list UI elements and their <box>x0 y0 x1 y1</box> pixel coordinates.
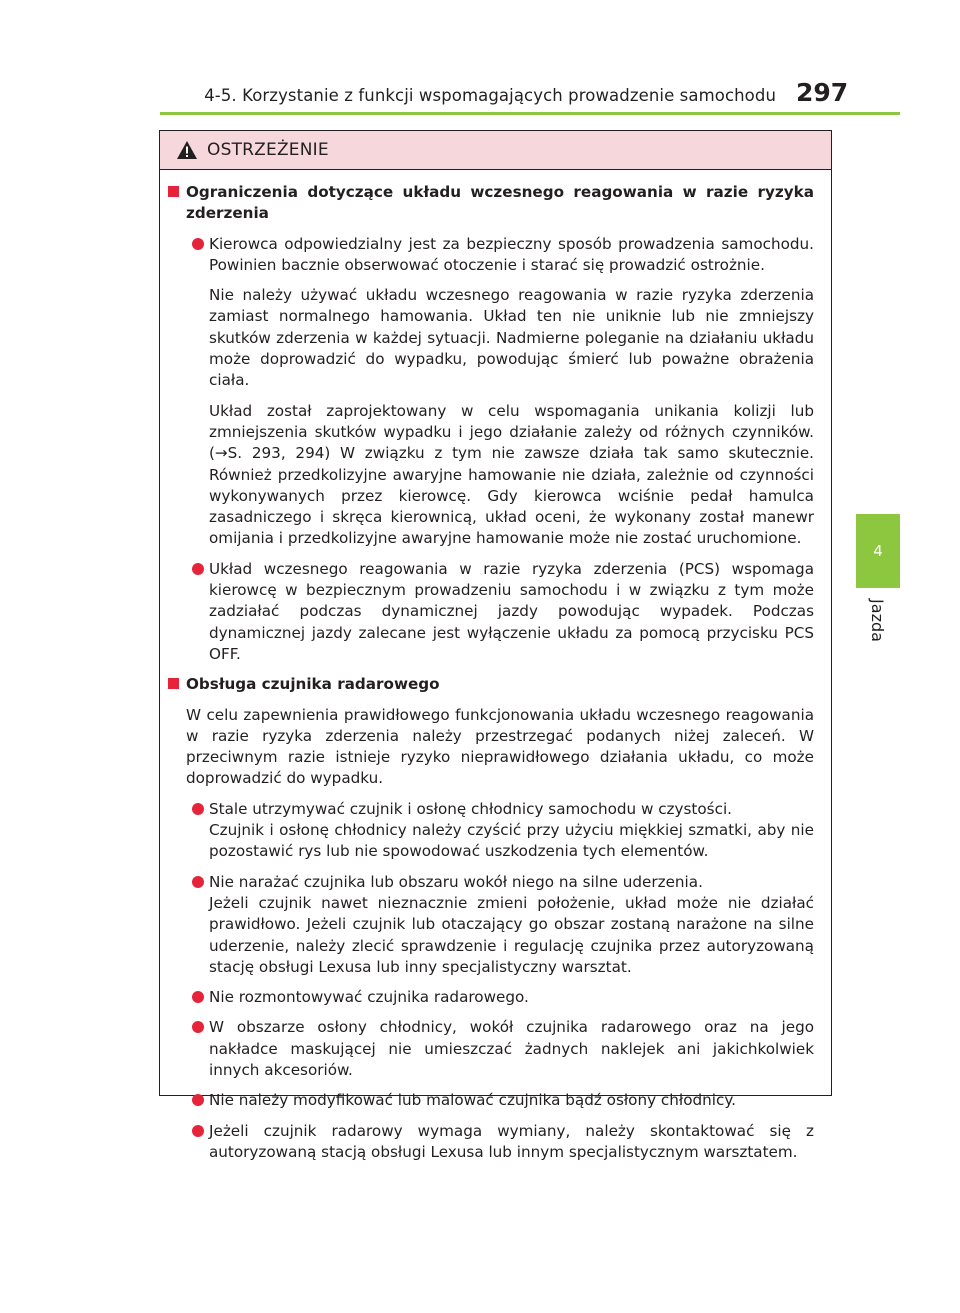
bullet-text: Jeżeli czujnik radarowy wymaga wymiany, należy skontaktować się z autoryzowaną stacją obsługi Lexusa lub innym specjalistycznym warsztatem. <box>209 1121 814 1161</box>
chapter-name-label: Jazda <box>867 598 887 642</box>
intro-text: W celu zapewnienia prawidłowego funkcjonowania układu wczesnego reagowania w razie ryzyka zderzenia należy przestrzegać podanych niżej zaleceń. W przeciwnym razie istnieje ryzyko nieprawidłowego działania układu, co może doprowadzić do wypadku. <box>186 705 814 788</box>
section-intro <box>168 705 814 790</box>
bullet-dot-icon <box>192 563 204 575</box>
section-heading-radar-sensor <box>168 674 814 695</box>
section-square-icon <box>168 186 179 197</box>
bullet-text: Układ wczesnego reagowania w razie ryzyka zderzenia (PCS) wspomaga kierowcę w bezpiecznym prowadzeniu samochodu i w związku z tym może zadziałać podczas dynamicznej jazdy powodując wypadek. Podczas dynamicznej jazdy zalecane jest wyłączenie układu za pomocą przycisku PCS OFF. <box>209 559 814 663</box>
bullet-dot-icon <box>192 1021 204 1033</box>
bullet-item <box>168 1017 814 1081</box>
warning-box <box>159 130 832 1161</box>
bullet-item <box>168 987 814 1008</box>
bullet-text: Czujnik i osłonę chłodnicy należy czyścić przy użyciu miękkiej szmatki, aby nie pozostawić rys lub nie spowodować uszkodzenia tych elementów. <box>209 821 814 861</box>
section-heading-text: Ograniczenia dotyczące układu wczesnego reagowania w razie ryzyka zderzenia <box>186 183 814 223</box>
bullet-dot-icon <box>192 1094 204 1106</box>
warning-triangle-icon <box>176 140 198 160</box>
page-number: 297 <box>796 78 849 107</box>
bullet-dot-icon <box>192 991 204 1003</box>
chapter-header-title: 4-5. Korzystanie z funkcji wspomagających prowadzenie samochodu <box>204 86 776 105</box>
bullet-text: Jeżeli czujnik nawet nieznacznie zmieni położenie, układ może nie działać prawidłowo. Jeżeli czujnik lub otaczający go obszar zostaną narażone na silne uderzenie, należy zlecić sprawdzenie i regulację czujnika przez autoryzowaną stację obsługi Lexusa lub inny specjalistyczny warsztat. <box>209 893 814 976</box>
chapter-tab <box>856 514 900 588</box>
bullet-text: Układ został zaprojektowany w celu wspomagania unikania kolizji lub zmniejszenia skutków wypadku i jego działanie zależy od różnych czynników. (→S. 293, 294) W związku z tym nie zawsze działa tak samo skutecznie. Również przedkolizyjne awaryjne hamowanie nie działa, zależnie od czynności wykonywanych przez kierowcę. Gdy kierowca wciśnie pedał hamulca zasadniczego i skręca kierownicą, układ oceni, że wykonany został manewr omijania i przedkolizyjne awaryjne hamowanie może nie zostać uruchomione. <box>209 401 814 548</box>
section-square-icon <box>168 678 179 689</box>
warning-title: OSTRZEŻENIE <box>207 140 329 160</box>
warning-body <box>160 170 831 1172</box>
bullet-dot-icon <box>192 238 204 250</box>
section-heading-limitations <box>168 182 814 225</box>
bullet-item <box>168 1121 814 1164</box>
bullet-dot-icon <box>192 1125 204 1137</box>
bullet-text: W obszarze osłony chłodnicy, wokół czujnika radarowego oraz na jego nakładce maskującej nie umieszczać żadnych naklejek ani jakichkolwiek innych akcesoriów. <box>209 1018 814 1079</box>
bullet-text: Stale utrzymywać czujnik i osłonę chłodnicy samochodu w czystości. <box>209 799 732 818</box>
bullet-item <box>168 1090 814 1111</box>
chapter-name <box>862 590 892 650</box>
bullet-text: Nie rozmontowywać czujnika radarowego. <box>209 988 529 1007</box>
bullet-dot-icon <box>192 803 204 815</box>
bullet-text: Nie należy używać układu wczesnego reagowania w razie ryzyka zderzenia zamiast normalnego hamowania. Układ ten nie uniknie lub nie zmniejszy skutków zderzenia w każdej sytuacji. Nadmierne poleganie na działaniu układu może doprowadzić do wypadku, powodując śmierć lub poważne obrażenia ciała. <box>209 286 814 390</box>
header-rule <box>160 112 900 115</box>
bullet-text: Nie należy modyfikować lub malować czujnika bądź osłony chłodnicy. <box>209 1091 736 1110</box>
warning-header <box>160 131 831 170</box>
bullet-text: Kierowca odpowiedzialny jest za bezpieczny sposób prowadzenia samochodu. Powinien bacznie obserwować otoczenie i starać się prowadzić ostrożnie. <box>209 234 814 274</box>
bullet-item <box>168 234 814 550</box>
bullet-item <box>168 559 814 665</box>
bullet-item <box>168 799 814 863</box>
chapter-number: 4 <box>873 542 883 560</box>
bullet-item <box>168 872 814 978</box>
section-heading-text: Obsługa czujnika radarowego <box>186 675 440 694</box>
bullet-dot-icon <box>192 876 204 888</box>
bullet-text: Nie narażać czujnika lub obszaru wokół niego na silne uderzenia. <box>209 872 703 891</box>
